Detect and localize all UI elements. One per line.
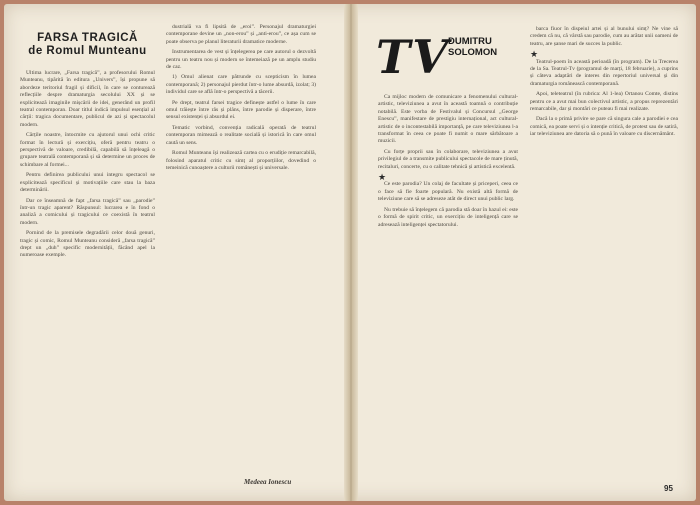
paragraph: Instrumentarea de vest și înțelegerea pe care autorul o dezvoltă pentru un teatru nou și modern se întemeiază pe un amplu studiu de caz. (166, 49, 316, 71)
paragraph: dustrială va fi lipsită de „eroi”. Personajul dramaturgiei contemporane devine un „non-erou” și „anti-erou”, ce așa cum se poate observa pe planul literaturii dramatice moderne. (166, 24, 316, 45)
paragraph: Pentru definirea publicului unui integru spectacol se explicitează specificul și motivațiile care stau la baza determinării. (20, 172, 155, 194)
magazine-spread (4, 4, 696, 501)
paragraph: Teatrul-poem în această perioadă (în program). De la Trecerea de la Sa. Teatrul-Tv (programul de marți, 18 februarie), a cuprins și câteva adaptări de interes din repertoriul universal și din dramaturgia românească contemporană. (530, 58, 678, 87)
paragraph: Pornind de la premisele degradării celor două genuri, tragic și comic, Romul Munteanu consideră „farsa tragică” drept un „duh” specific modernității, făcând apel la numeroase exemple. (20, 230, 155, 259)
author-first-name: DUMITRU (448, 36, 492, 47)
column-author (448, 36, 497, 58)
title-line-2: de Romul Munteanu (28, 45, 147, 57)
paragraph: Ce este parodia? Un colaj de facultate și priceperi, ceea ce o face să fie foarte populară. Nu există altă formă de televiziune care să se adreseze atât de direct unui public larg. (378, 181, 518, 203)
article-signature: Medeea Ionescu (244, 478, 292, 486)
right-column-2 (530, 26, 678, 466)
paragraph: 1) Omul alienat care pătrunde cu scepticism în lumea contemporană; 2) personajul pierdut într-o lume absurdă, izolat; 3) individul care se află într-o perspectivă a tăcerii. (166, 74, 316, 96)
paragraph: Nu trebuie să înțelegem că parodia stă doar în hazul ei: este o formă de spirit critic, un exercițiu de inteligență care se adresează inteligenței spectatorului. (378, 206, 518, 228)
author-last-name: SOLOMON (448, 47, 498, 58)
paragraph: Ca mijloc modern de comunicare a fenomenului cultural-artistic, televiziunea a avut în această toamnă o contribuție notabilă. Este vorba de Festivalul și Concursul „George Enescu”, manifestare de prestigiu internațional, act cultural-artistic de o incontestabilă importanță, pe care televiziunea l-a transformat în ceea ce poate fi numit o mare sărbătoare a muzicii. (378, 94, 518, 145)
paragraph: Cărțile noastre, întocmite cu ajutorul unui ochi critic format în lectură și exercițiu, oferă pentru teatru o perspectivă de valoare, credibilă, capabilă să înțeleagă o grupare teatrală contemporană și să determine un proces de schimbare al formei... (20, 132, 155, 168)
section-star-icon: ★ (530, 49, 539, 60)
paragraph: Cu forțe proprii sau în colaborare, televiziunea a avut privilegiul de a transmite publicului spectacole de mare ținută, recitaluri, concerte, cu o calitate tehnică și artistică excelentă. (378, 148, 518, 170)
paragraph: Dar ce înseamnă de fapt „farsa tragică” sau „parodie” într-un tragic aparent? Răspunsul: lucrarea e în fond o analiză a comicului și tragicului ce coexistă în teatrul modern. (20, 197, 155, 226)
paragraph: Tematic vorbind, convenția radicală operată de teatrul contemporan mimează o realitate socială și istorică în care omul caută un sens. (166, 124, 316, 146)
paragraph: Pe drept, teatrul farsei tragice definește astfel o lume în care omul trăiește între râs și plâns, între parodie și disperare, între sensul existenței și absurdul ei. (166, 99, 316, 121)
right-page (358, 4, 696, 501)
paragraph: barca fiuor în dispeiul artei și al bunului simț? Ne vine să credem că nu, că vârstă sau parodie, cum au arătat unii oameni de teatru, are șanse mari de succes la public. (530, 26, 678, 47)
page-number: 95 (664, 484, 673, 493)
book-gutter (344, 4, 358, 501)
paragraph: Dacă la o primă privire se pare că singura cale a parodiei e cea comică, ea poate servi și o intenție critică, de protest sau de satiră, iar televiziunea are datoria să o pună în valoare cu discernământ. (530, 116, 678, 138)
paragraph: Romul Munteanu își realizează cartea cu o erudiție remarcabilă, folosind aparatul critic cu simț al proporțiilor, dovedind o temeinică cunoaștere a culturii românești și universale. (166, 150, 316, 171)
article-title (20, 32, 155, 58)
title-line-1: FARSA TRAGICĂ (37, 32, 138, 44)
left-page (4, 4, 344, 501)
right-column-1 (378, 94, 518, 484)
section-star-icon: ★ (378, 172, 387, 183)
left-column-2 (166, 24, 316, 464)
paragraph: Ultima lucrare, „Farsa tragică”, a profesorului Romul Munteanu, tipărită în editura „Univers”, își propune să abordeze teritoriul fragil și dificil, în care se conturează reflecțiile despre dramaturgia secolului XX și se explicitează imaginile mișcării de idei, generând un profil teatral contemporan. Doar titlul indică impulsul esențial al cărții: tragica documentare, publicul de azi și spectacolul modern. (20, 70, 155, 128)
left-column-1 (20, 70, 155, 480)
tv-heading: TV (376, 30, 450, 84)
paragraph: Apoi, teleteatrul (în rubrica: Al 1-lea) Ortanou Comte, distins pentru ce a avut mai bun colectivul artistic, a propus reprezentări remarcabile, dar și montări ce puteau fi mai realizate. (530, 91, 678, 113)
